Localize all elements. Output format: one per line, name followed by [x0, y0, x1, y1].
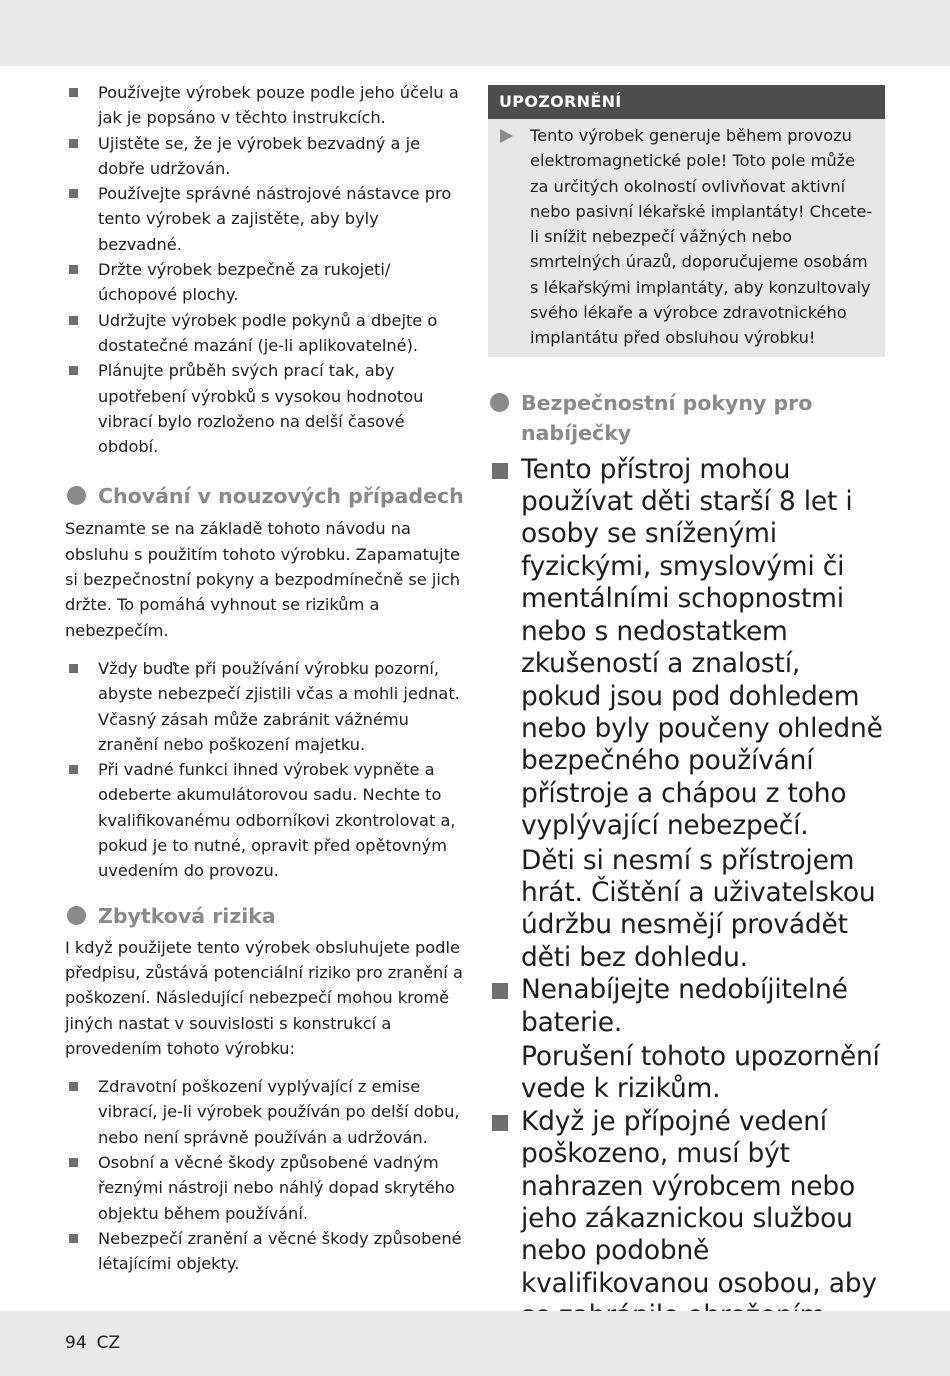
bullet-text: Porušení tohoto upozornění vede k rizikům. [521, 1040, 880, 1105]
residual-risks-paragraph: I když použijete tento výrobek obsluhujete podle předpisu, zůstává potenciální riziko pro zranění a poškození. Následující nebezpečí mohou kromě jiných nastat v souvislosti s konstrukcí a provedením tohoto výrobku: [65, 937, 463, 1058]
square-bullet-icon [69, 366, 78, 375]
list-item [65, 308, 465, 359]
square-bullet-icon [69, 765, 78, 774]
page-number: 94 [65, 1333, 87, 1353]
square-bullet-icon [69, 189, 78, 198]
bullet-text: Nenabíjejte nedobíjitelné baterie. [521, 974, 848, 1038]
list-item [65, 1074, 465, 1150]
chargers-heading-text: Bezpečnostní pokyny pro nabíječky [521, 390, 813, 445]
list-item [65, 656, 465, 757]
list-item [65, 757, 465, 883]
square-bullet-icon [69, 88, 78, 97]
intro-bullet-list [65, 80, 465, 459]
bullet-text: Vždy buďte při používání výrobku pozorní, abyste nebezpečí zjistili včas a mohli jednat. Včasný zásah může zabránit vážnému zranění nebo poškození majetku. [98, 658, 460, 754]
square-bullet-icon [492, 1115, 508, 1131]
footer-band [0, 1311, 950, 1376]
section-dot-icon [67, 906, 86, 925]
bullet-text: Držte výrobek bezpečně za rukojeti/ úchopové plochy. [98, 260, 391, 305]
arrow-right-icon [500, 129, 513, 143]
list-item [65, 131, 465, 182]
list-item [488, 1106, 888, 1333]
bullet-text: Používejte správné nástrojové nástavce pro tento výrobek a zajistěte, aby byly bezvadné. [98, 184, 452, 254]
chargers-bullet-list [488, 454, 888, 1333]
bullet-text: Děti si nesmí s přístrojem hrát. Čištění a uživatelskou údržbu nesmějí provádět děti bez dohledu. [521, 844, 876, 973]
right-column [488, 85, 888, 1333]
bullet-text: Zdravotní poškození vyplývající z emise vibrací, je-li výrobek používán po delší dobu, nebo není správně používán a udržován. [98, 1077, 460, 1147]
emergency-heading-text: Chování v nouzových případech [98, 484, 464, 509]
square-bullet-icon [69, 1234, 78, 1243]
warning-box [488, 85, 885, 357]
emergency-bullet-list [65, 656, 465, 884]
section-dot-icon [490, 393, 509, 412]
residual-risks-bullet-list [65, 1074, 465, 1276]
square-bullet-icon [69, 265, 78, 274]
bullet-text: Udržujte výrobek podle pokynů a dbejte o dostatečné mazání (je-li aplikovatelné). [98, 310, 438, 355]
section-dot-icon [67, 486, 86, 505]
warning-text: Tento výrobek generuje během provozu elektromagnetické pole! Toto pole může za určitých okolností ovlivňovat aktivní nebo pasivní lékařské implantáty! Chcete-li snížit nebezpečí vážných nebo smrtelných úrazů, doporučujeme osobám s lékařskými implantáty, aby konzultovaly svého lékaře a výrobce zdravotnického implantátu před obsluhou výrobku! [530, 126, 873, 348]
warning-body [488, 119, 885, 351]
header-band [0, 0, 950, 66]
bullet-text: Tento přístroj mohou používat děti starší 8 let i osoby se sníženými fyzickými, smyslovými či mentálními schopnostmi nebo s nedostatkem zkušeností a znalostí, pokud jsou pod dohledem nebo byly poučeny ohledně bezpečného používání přístroje a chápou z toho vyplývající nebezpečí. [521, 453, 883, 842]
residual-risks-heading-text: Zbytková rizika [98, 903, 276, 928]
list-item [65, 1226, 465, 1277]
square-bullet-icon [492, 983, 508, 999]
left-column [65, 80, 465, 1276]
bullet-text: Když je přípojné vedení poškozeno, musí být nahrazen výrobcem nebo jeho zákaznickou službou nebo podobně kvalifikovanou osobou, aby [521, 1105, 877, 1299]
bullet-text: Používejte výrobek pouze podle jeho účelu a jak je popsáno v těchto instrukcích. [98, 83, 459, 128]
list-item [65, 80, 465, 131]
bullet-text: Nebezpečí zranění a věcné škody způsobené létajícími objekty. [98, 1228, 462, 1274]
bullet-text: Osobní a věcné škody způsobené vadným řeznými nástroji nebo náhlý dopad skrytého objektu během používání. [98, 1152, 455, 1223]
list-item [65, 358, 465, 459]
list-item [65, 181, 465, 257]
list-item [488, 974, 888, 1106]
square-bullet-icon [69, 316, 78, 325]
square-bullet-icon [69, 1158, 78, 1167]
list-item [65, 257, 465, 308]
bullet-text: Ujistěte se, že je výrobek bezvadný a je dobře udržován. [98, 133, 421, 178]
bullet-text: Plánujte průběh svých prací tak, aby upotřebení výrobků s vysokou hodnotou vibrací bylo rozloženo na delší časové období. [98, 361, 424, 457]
emergency-paragraph: Seznamte se na základě tohoto návodu na obsluhu s použitím tohoto výrobku. Zapamatujte si bezpečnostní pokyny a bezpodmínečně se jich držte. To pomáhá vyhnout se rizikům a nebezpečím. [65, 519, 461, 640]
square-bullet-icon [69, 139, 78, 148]
chargers-heading [488, 388, 888, 448]
language-code: CZ [96, 1333, 121, 1353]
warning-title: UPOZORNĚNÍ [488, 85, 885, 119]
residual-risks-heading [65, 901, 465, 931]
square-bullet-icon [69, 664, 78, 673]
page-footer [65, 1333, 130, 1353]
square-bullet-icon [492, 463, 508, 479]
list-item [488, 454, 888, 975]
list-item [65, 1150, 465, 1226]
square-bullet-icon [69, 1082, 78, 1091]
bullet-text: Při vadné funkci ihned výrobek vypněte a odeberte akumulátorovou sadu. Nechte to kvalifikovanému odborníkovi zkontrolovat a, pokud je to nutné, opravit před opětovným uvedením do provozu. [98, 760, 456, 881]
emergency-heading [65, 481, 465, 511]
